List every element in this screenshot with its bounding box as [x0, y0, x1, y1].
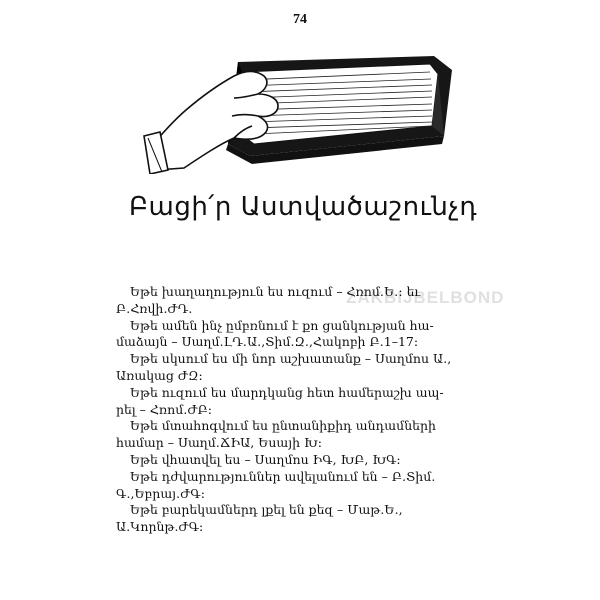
text-line: Ա․Կորնթ․ԺԳ։: [116, 519, 204, 535]
text-line: րել – Հռոմ․ԺԲ։: [116, 401, 213, 417]
text-line: Եթե ամեն ինչ ըմբռնում է քո ցանկության հա-: [130, 317, 434, 333]
text-line: համար – Սաղմ․ՃԻԱ, Եսայի Խ։: [116, 435, 322, 451]
text-line: Գ․,Եբրայ․ԺԳ։: [116, 485, 205, 501]
text-line: Բ․Հռվի․ԺԴ․: [116, 300, 193, 316]
page-number: 74: [293, 12, 307, 27]
text-line: մաձայն – Սաղմ․ԼԴ․Ա․,Տիմ․Զ․,Հակոբի Բ․1–17։: [116, 334, 419, 350]
page-title: Բացի՛ր Աստվածաշունչդ: [129, 192, 478, 222]
text-line: Եթե բարեկամներդ լքել են քեզ – Մաթ․Ե․,: [130, 502, 403, 518]
text-line: Եթե ուզում ես մարդկանց հետ համերաշխ ապ-: [130, 384, 444, 400]
text-line: Եթե վհատվել ես – Սաղմոս ԻԳ, ԽԲ, ԽԳ։: [130, 451, 401, 467]
hand-holding-book-illustration: [142, 52, 454, 174]
watermark: ZAKBIJBELBOND: [346, 288, 505, 307]
text-line: Եթե խաղաղություն ես ուզում – Հռոմ․Ե․։ եւ: [130, 284, 421, 299]
body-text: [116, 284, 512, 536]
text-line: Եթե դժվարություններ ավելանում են – Բ․Տիմ․: [130, 468, 436, 484]
text-line: Եթե սկսում ես մի նոր աշխատանք – Սաղմոս Ա․,: [130, 351, 452, 367]
text-line: Առակաց ԺԶ։: [116, 367, 203, 383]
text-line: Եթե մտահոգվում ես ընտանիքիդ անդամների: [130, 418, 436, 434]
